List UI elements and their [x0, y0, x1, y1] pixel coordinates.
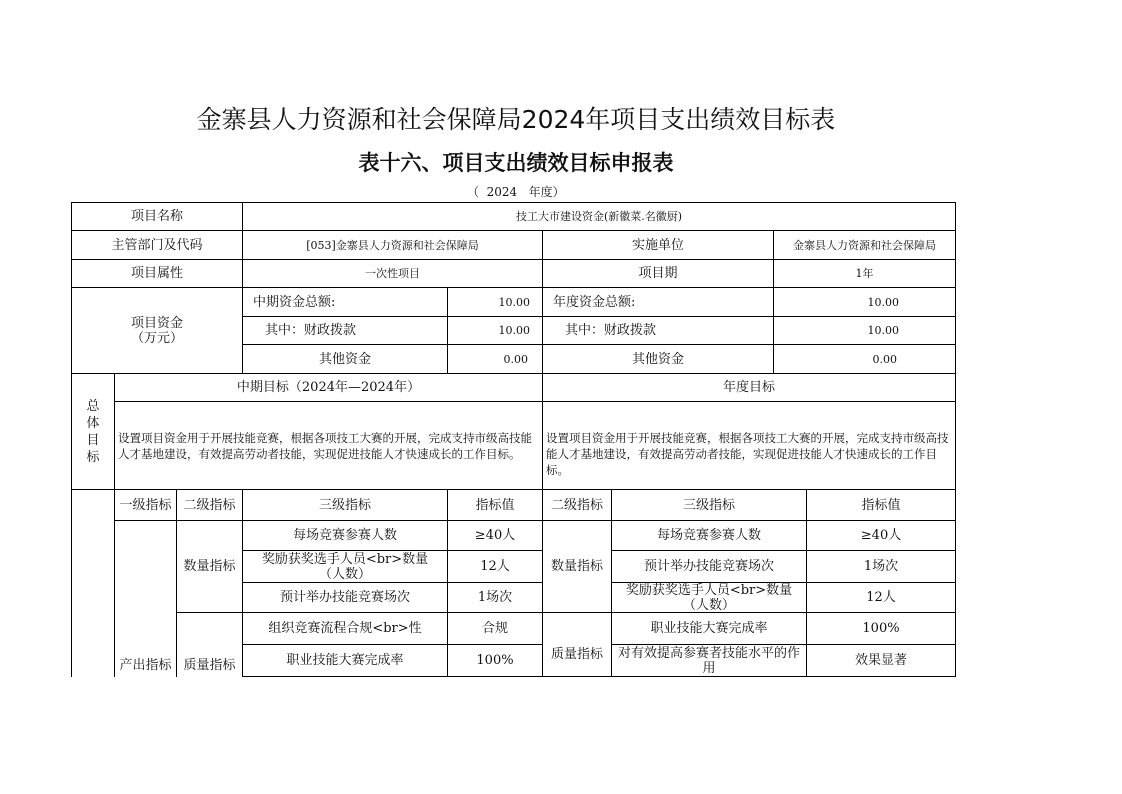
annual-total-label: 年度资金总额: — [543, 288, 774, 317]
left-indicator-name: 组织竞赛流程合规<br>性 — [243, 613, 448, 645]
header-level1: 一级指标 — [115, 490, 177, 521]
impl-label: 实施单位 — [543, 231, 774, 260]
right-indicator-name: 奖励获奖选手人员<br>数量（人数） — [612, 583, 807, 613]
attr-value: 一次性项目 — [243, 260, 543, 288]
left-indicator-name: 职业技能大赛完成率 — [243, 645, 448, 677]
right-indicator-name: 每场竞赛参赛人数 — [612, 521, 807, 551]
funds-label — [72, 288, 243, 374]
right-indicator-name: 职业技能大赛完成率 — [612, 613, 807, 645]
table-subtitle: 表十六、项目支出绩效目标申报表 — [358, 150, 674, 175]
quantity-indicator-label: 数量指标 — [177, 521, 243, 613]
left-indicator-name: 奖励获奖选手人员<br>数量（人数） — [243, 551, 448, 583]
right-indicator-value: 100% — [807, 613, 956, 645]
annual-other-value: 0.00 — [774, 345, 956, 374]
left-indicator-value: 1场次 — [448, 583, 543, 613]
annual-goal-header: 年度目标 — [543, 374, 956, 402]
year-line — [467, 184, 565, 200]
header-level3-right: 三级指标 — [612, 490, 807, 521]
annual-other-label: 其他资金 — [543, 345, 774, 374]
quality-indicator-label: 质量指标 — [177, 613, 243, 677]
right-indicator-name: 对有效提高参赛者技能水平的作用 — [612, 645, 807, 677]
header-level2-right: 二级指标 — [543, 490, 612, 521]
output-indicator-label: 产出指标 — [115, 521, 177, 677]
right-indicator-value: ≥40人 — [807, 521, 956, 551]
goals-label: 总体目标 — [72, 374, 115, 490]
attr-label: 项目属性 — [72, 260, 243, 288]
left-indicator-name: 预计举办技能竞赛场次 — [243, 583, 448, 613]
year-close: 年度） — [528, 185, 565, 199]
mid-total-value: 10.00 — [448, 288, 543, 317]
right-indicator-value: 1场次 — [807, 551, 956, 583]
period-label: 项目期 — [543, 260, 774, 288]
mid-fiscal-value: 10.00 — [448, 317, 543, 345]
left-indicator-value: 100% — [448, 645, 543, 677]
funds-label-line1: 项目资金 — [130, 315, 183, 331]
left-indicator-value: 12人 — [448, 551, 543, 583]
mid-total-label: 中期资金总额: — [243, 288, 448, 317]
mid-fiscal-label: 其中：财政拨款 — [243, 317, 448, 345]
project-name-value: 技工大市建设资金(新徽菜.名徽厨) — [243, 202, 956, 231]
funds-label-line2: （万元） — [130, 330, 183, 346]
period-value: 1年 — [774, 260, 956, 288]
page-title: 金寨县人力资源和社会保障局2024年项目支出绩效目标表 — [196, 105, 836, 134]
left-indicator-value: 合规 — [448, 613, 543, 645]
header-level3: 三级指标 — [243, 490, 448, 521]
indicators-outer-column — [72, 490, 115, 677]
left-indicator-name: 每场竞赛参赛人数 — [243, 521, 448, 551]
annual-total-value: 10.00 — [774, 288, 956, 317]
quality-indicator-label-right: 质量指标 — [543, 613, 612, 677]
mid-other-label: 其他资金 — [243, 345, 448, 374]
year-open: （ — [467, 185, 480, 199]
right-indicator-value: 效果显著 — [807, 645, 956, 677]
project-name-label: 项目名称 — [72, 202, 243, 231]
mid-goal-header: 中期目标（2024年—2024年） — [115, 374, 543, 402]
mid-goal-text: 设置项目资金用于开展技能竞赛，根据各项技工大赛的开展，完成支持市级高技能人才基地建设，有效提高劳动者技能，实现促进技能人才快速成长的工作目标。 — [115, 402, 543, 490]
impl-value: 金寨县人力资源和社会保障局 — [774, 231, 956, 260]
annual-goal-text: 设置项目资金用于开展技能竞赛，根据各项技工大赛的开展，完成支持市级高技能人才基地建设，有效提高劳动者技能，实现促进技能人才快速成长的工作目标。 — [543, 402, 956, 490]
header-value-right: 指标值 — [807, 490, 956, 521]
dept-label: 主管部门及代码 — [72, 231, 243, 260]
year-value: 2024 — [486, 185, 518, 199]
dept-value: [053]金寨县人力资源和社会保障局 — [243, 231, 543, 260]
annual-fiscal-label: 其中：财政拨款 — [543, 317, 774, 345]
quantity-indicator-label-right: 数量指标 — [543, 521, 612, 613]
mid-other-value: 0.00 — [448, 345, 543, 374]
header-level2: 二级指标 — [177, 490, 243, 521]
header-value: 指标值 — [448, 490, 543, 521]
right-indicator-name: 预计举办技能竞赛场次 — [612, 551, 807, 583]
left-indicator-value: ≥40人 — [448, 521, 543, 551]
right-indicator-value: 12人 — [807, 583, 956, 613]
annual-fiscal-value: 10.00 — [774, 317, 956, 345]
